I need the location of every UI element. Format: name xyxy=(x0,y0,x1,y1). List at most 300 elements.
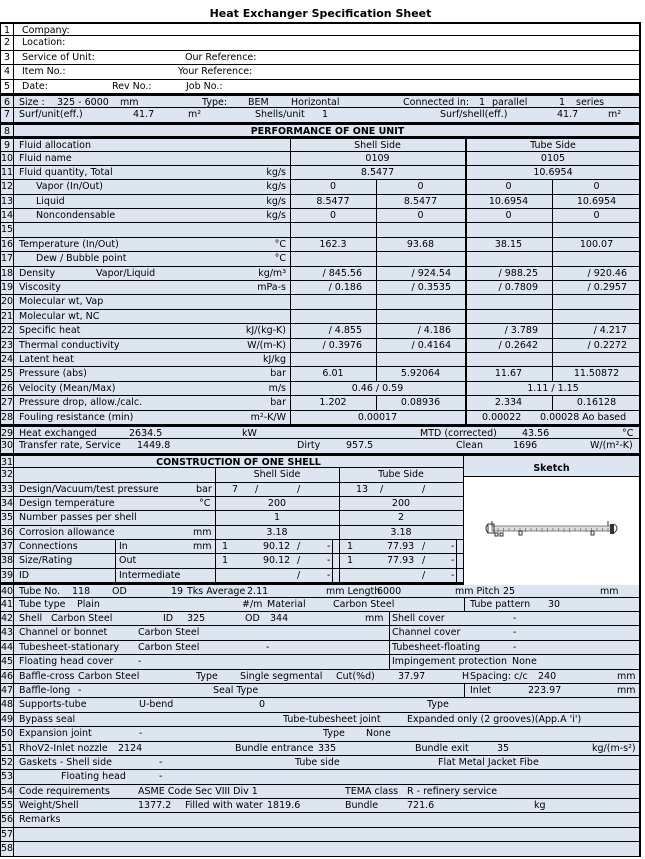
shell-side-header: Shell Side xyxy=(354,140,401,152)
field-text: kg/(m-s²) xyxy=(592,742,636,754)
sheet-row xyxy=(0,770,641,784)
location-label: Location: xyxy=(22,37,66,49)
sheet-row xyxy=(0,123,641,137)
value-cell: / 924.54 xyxy=(411,267,451,279)
row-number: 16 xyxy=(1,238,14,250)
value-cell: 0 xyxy=(329,210,337,222)
row-number: 2 xyxy=(0,36,14,49)
column-divider xyxy=(332,554,333,567)
slash: / xyxy=(422,541,426,553)
field-text: - xyxy=(513,627,517,639)
value-cell: 11.67 xyxy=(494,368,523,380)
column-divider xyxy=(290,310,291,323)
field-text: Inlet xyxy=(470,684,492,696)
sheet-row xyxy=(0,670,641,684)
field-text: None xyxy=(366,728,391,740)
conn-count: 1 xyxy=(222,555,229,567)
unit-bar: bar xyxy=(196,483,212,495)
slash: / xyxy=(297,569,301,581)
column-divider xyxy=(290,223,291,236)
value-cell: 5.92064 xyxy=(400,368,441,380)
field-text: Tubesheet-stationary xyxy=(19,641,120,653)
row-body xyxy=(14,152,641,165)
shell-value: 8.5477 xyxy=(360,166,395,178)
value-cell: / 988.25 xyxy=(498,267,538,279)
column-divider xyxy=(464,598,465,611)
value-cell: 8.5477 xyxy=(403,195,438,207)
sheet-row xyxy=(0,339,641,353)
row-number: 37 xyxy=(1,541,14,553)
sheet-row xyxy=(0,195,641,209)
row-number: 32 xyxy=(1,469,14,481)
column-divider xyxy=(552,252,553,265)
sheet-row xyxy=(0,223,641,237)
sheet-row xyxy=(0,108,641,122)
slash: / xyxy=(255,483,259,495)
column-divider xyxy=(465,252,467,265)
size-value: 325 - 6000 xyxy=(57,96,109,108)
field-text: 240 xyxy=(538,670,557,682)
tube-side-header: Tube Side xyxy=(530,140,576,152)
field-text: kg xyxy=(534,800,546,812)
row-label: Liquid xyxy=(36,195,65,207)
row-number: 26 xyxy=(1,382,14,394)
row-number: 43 xyxy=(1,627,14,639)
dash: - xyxy=(451,555,455,567)
field-text: Shell xyxy=(19,613,43,625)
field-text: OD xyxy=(112,586,127,598)
sheet-row xyxy=(0,51,641,65)
field-text: 30 xyxy=(548,598,561,610)
corrosion-shell: 3.18 xyxy=(266,526,288,538)
row-body xyxy=(14,310,641,323)
sheet-row xyxy=(0,813,641,827)
value-cell: 0 xyxy=(329,181,337,193)
field-text: TEMA class xyxy=(345,785,399,797)
tube-side-header: Tube Side xyxy=(378,469,424,481)
value-cell: 2.334 xyxy=(494,397,523,409)
design-temp-shell: 200 xyxy=(267,497,287,509)
row-body xyxy=(14,842,641,855)
sheet-row xyxy=(0,252,641,266)
field-text: Impingement protection xyxy=(392,656,508,668)
row-body xyxy=(14,727,641,740)
connection-type-label: Intermediate xyxy=(119,569,181,581)
field-text: None xyxy=(512,656,537,668)
column-divider xyxy=(215,483,216,496)
conn-count: 1 xyxy=(347,541,354,553)
row-body xyxy=(14,80,641,93)
field-text: 37.97 xyxy=(398,670,426,682)
performance-section-title: PERFORMANCE OF ONE UNIT xyxy=(250,125,405,137)
sheet-row xyxy=(0,382,641,396)
row-number: 45 xyxy=(1,656,14,668)
field-text: #/m xyxy=(242,598,263,610)
passes-tube: 2 xyxy=(397,512,405,524)
row-unit: kg/m³ xyxy=(258,267,286,279)
shell-value: 0.00017 xyxy=(357,411,398,423)
row-number: 8 xyxy=(0,125,14,136)
field-text: ASME Code Sec VIII Div 1 xyxy=(138,785,258,797)
column-divider xyxy=(456,569,457,582)
connections-label: ID xyxy=(19,569,30,581)
sheet-row xyxy=(0,612,641,626)
row-unit: bar xyxy=(270,368,286,380)
row-label: Specific heat xyxy=(19,325,81,337)
heat-exchanged-value: 2634.5 xyxy=(129,427,163,439)
column-divider xyxy=(215,554,216,567)
row-number: 11 xyxy=(1,166,14,178)
field-text: Tube pattern xyxy=(470,598,531,610)
field-text: Weight/Shell xyxy=(19,800,79,812)
passes-shell: 1 xyxy=(273,512,281,524)
row-number: 12 xyxy=(1,181,14,193)
sheet-row xyxy=(0,828,641,842)
field-text: Bundle entrance xyxy=(235,742,314,754)
value-cell: / 0.4164 xyxy=(411,339,451,351)
our-reference-label: Our Reference: xyxy=(185,51,257,63)
column-divider xyxy=(215,540,216,553)
row-body xyxy=(14,641,641,654)
sheet-row xyxy=(0,36,641,50)
row-label: Viscosity xyxy=(19,282,61,294)
row-label: Pressure (abs) xyxy=(19,368,87,380)
row-body xyxy=(14,195,641,208)
row-body xyxy=(14,51,641,64)
row-number: 31 xyxy=(1,456,14,468)
row-label: Molecular wt, NC xyxy=(19,310,100,322)
design-pressure-label: Design/Vacuum/test pressure xyxy=(19,483,159,495)
row-number: 44 xyxy=(1,641,14,653)
column-divider xyxy=(456,540,457,553)
type-value: BEM xyxy=(248,96,269,108)
row-body xyxy=(14,324,641,337)
shell-value: 0109 xyxy=(365,152,390,164)
field-text: Remarks xyxy=(19,814,61,826)
dash: - xyxy=(451,541,455,553)
value-cell: 100.07 xyxy=(579,238,614,250)
column-divider xyxy=(389,626,390,639)
column-divider xyxy=(376,252,377,265)
row-unit: m²-K/W xyxy=(250,411,286,423)
transfer-rate-label: Transfer rate, Service xyxy=(19,440,121,452)
row-number: 48 xyxy=(1,699,14,711)
design-temp-label: Design temperature xyxy=(19,497,115,509)
value-cell: 0.08936 xyxy=(400,397,441,409)
row-body xyxy=(14,742,641,755)
dirty-value: 957.5 xyxy=(346,440,374,452)
row-number: 21 xyxy=(1,310,14,322)
field-text: Filled with water xyxy=(185,800,263,812)
field-text: Cut(%d) xyxy=(336,670,375,682)
connections-label: Connections xyxy=(19,541,78,553)
row-unit: kg/s xyxy=(266,210,286,222)
row-body xyxy=(14,670,641,683)
surf-unit-label: Surf/unit(eff.) xyxy=(19,109,83,121)
field-text: Baffle-long xyxy=(19,684,71,696)
row-sublabel: Vapor/Liquid xyxy=(96,267,156,279)
column-divider xyxy=(290,353,291,366)
mtd-value: 43.56 xyxy=(522,427,550,439)
field-text: mm xyxy=(617,684,636,696)
row-body xyxy=(14,367,641,380)
row-number: 22 xyxy=(1,325,14,337)
tube-value: 1.11 / 1.15 xyxy=(527,382,579,394)
rev-label: Rev No.: xyxy=(112,80,152,92)
slash: / xyxy=(297,483,301,495)
row-body xyxy=(14,598,641,611)
row-body xyxy=(14,65,641,78)
row-body xyxy=(14,411,641,424)
field-text: Channel cover xyxy=(392,627,461,639)
clean-value: 1696 xyxy=(513,440,538,452)
row-label: Temperature (In/Out) xyxy=(19,238,119,250)
row-number: 10 xyxy=(1,152,14,164)
row-unit: mPa-s xyxy=(257,282,286,294)
sheet-row xyxy=(0,713,641,727)
field-text: Shell cover xyxy=(392,613,445,625)
sheet-row xyxy=(0,209,641,223)
field-text: Tks Average xyxy=(187,586,246,598)
sheet-row xyxy=(0,727,641,741)
row-number: 57 xyxy=(1,828,14,840)
row-body xyxy=(14,353,641,366)
field-text: Floating head cover xyxy=(19,656,114,668)
sheet-row xyxy=(0,80,641,94)
field-text: ID xyxy=(163,613,174,625)
row-label: Pressure drop, allow./calc. xyxy=(19,397,143,409)
field-text: Tubesheet-floating xyxy=(392,641,481,653)
series-label: series xyxy=(576,96,605,108)
column-divider xyxy=(115,569,116,582)
column-divider xyxy=(115,554,116,567)
value-cell: 0 xyxy=(417,210,424,222)
sheet-row xyxy=(0,65,641,79)
column-divider xyxy=(389,655,390,668)
mtd-unit: °C xyxy=(622,427,634,439)
field-text: 1377.2 xyxy=(138,800,172,812)
row-body xyxy=(14,180,641,193)
slash: / xyxy=(422,483,426,495)
value-cell: 0.16128 xyxy=(576,397,617,409)
tube-value: 10.6954 xyxy=(533,166,573,178)
row-number: 54 xyxy=(1,785,14,797)
value-cell: 10.6954 xyxy=(488,195,529,207)
row-number: 49 xyxy=(1,713,14,725)
sheet-row xyxy=(0,295,641,309)
row-number: 1 xyxy=(0,24,14,35)
value-cell: / 4.217 xyxy=(593,325,627,337)
sheet-row xyxy=(0,396,641,410)
value-cell: / 0.2642 xyxy=(498,339,538,351)
slash: / xyxy=(297,541,301,553)
row-number: 51 xyxy=(1,742,14,754)
row-number: 40 xyxy=(1,586,14,598)
value-cell: / 4.855 xyxy=(328,325,362,337)
row-label: Fluid quantity, Total xyxy=(19,166,113,178)
row-label: Molecular wt, Vap xyxy=(19,296,104,308)
row-number: 46 xyxy=(1,670,14,682)
row-body xyxy=(14,209,641,222)
slash: / xyxy=(422,555,426,567)
row-number: 34 xyxy=(1,497,14,509)
row-unit: kJ/(kg-K) xyxy=(245,325,286,337)
row-number: 24 xyxy=(1,353,14,365)
sheet-row xyxy=(0,166,641,180)
row-body xyxy=(14,36,641,49)
tube-value-a: 0.00022 xyxy=(482,411,522,423)
row-number: 50 xyxy=(1,728,14,740)
row-number: 33 xyxy=(1,483,14,495)
field-text: Material xyxy=(267,598,306,610)
field-text: U-bend xyxy=(139,699,174,711)
row-label: Thermal conductivity xyxy=(19,339,120,351)
row-body xyxy=(14,756,641,769)
tube-value-b: 0.00028 Ao based xyxy=(540,411,627,423)
field-text: Bundle xyxy=(345,800,379,812)
value-cell: 6.01 xyxy=(322,368,344,380)
heat-exchanged-label: Heat exchanged xyxy=(19,427,97,439)
value-cell: / 0.186 xyxy=(328,282,362,294)
sheet-row xyxy=(0,367,641,381)
sketch-label: Sketch xyxy=(464,462,639,477)
column-divider xyxy=(389,641,390,654)
column-divider xyxy=(465,310,467,323)
field-text: mm Pitch xyxy=(455,586,500,598)
row-number: 3 xyxy=(0,51,14,64)
sheet-row xyxy=(0,742,641,756)
row-unit: kJ/kg xyxy=(262,353,286,365)
unit-m2: m² xyxy=(608,109,622,121)
job-label: Job No.: xyxy=(186,80,223,92)
row-unit: kg/s xyxy=(266,166,286,178)
dirty-label: Dirty xyxy=(297,440,321,452)
field-text: Type xyxy=(323,728,345,740)
column-divider xyxy=(339,483,340,496)
conn-size: 90.12 xyxy=(263,541,291,553)
row-number: 38 xyxy=(1,555,14,567)
field-text: 344 xyxy=(270,613,289,625)
field-text: - xyxy=(159,771,163,783)
row-label: Noncondensable xyxy=(36,210,116,222)
row-unit: kg/s xyxy=(266,181,286,193)
field-text: 118 xyxy=(72,586,91,598)
field-text: 25 xyxy=(503,586,516,598)
column-divider xyxy=(552,295,553,308)
row-number: 56 xyxy=(1,814,14,826)
sheet-row xyxy=(0,842,641,856)
sheet-row xyxy=(0,137,641,151)
row-number: 58 xyxy=(1,843,14,855)
row-number: 7 xyxy=(0,108,14,121)
row-number: 28 xyxy=(1,411,14,423)
sheet-row xyxy=(0,353,641,367)
column-divider xyxy=(552,353,553,366)
row-label: Vapor (In/Out) xyxy=(36,181,104,193)
sheet-row xyxy=(0,785,641,799)
field-text: Plain xyxy=(77,598,100,610)
column-divider xyxy=(376,353,377,366)
row-body xyxy=(14,252,641,265)
row-number: 41 xyxy=(1,598,14,610)
row-unit: m/s xyxy=(268,382,286,394)
value-cell: 0 xyxy=(417,181,424,193)
construction-section-title: CONSTRUCTION OF ONE SHELL xyxy=(156,456,321,468)
column-divider xyxy=(290,252,291,265)
field-text: - xyxy=(139,728,143,740)
value-cell: / 845.56 xyxy=(322,267,362,279)
column-divider xyxy=(465,223,467,236)
field-text: - xyxy=(159,756,163,768)
field-text: Single segmental xyxy=(240,670,323,682)
row-number: 23 xyxy=(1,339,14,351)
field-text: Seal Type xyxy=(213,684,259,696)
column-divider xyxy=(465,353,467,366)
field-text: 0 xyxy=(259,699,266,711)
row-label: Fluid allocation xyxy=(19,140,91,152)
sheet-row xyxy=(0,425,641,439)
row-unit: kg/s xyxy=(266,195,286,207)
row-number: 52 xyxy=(1,756,14,768)
row-body xyxy=(14,24,641,35)
value-cell: 38.15 xyxy=(494,238,523,250)
connected-label: Connected in: xyxy=(403,96,470,108)
value-cell: / 0.2272 xyxy=(587,339,627,351)
row-number: 25 xyxy=(1,368,14,380)
design-temp-tube: 200 xyxy=(391,497,411,509)
dash: - xyxy=(327,541,331,553)
slash: / xyxy=(422,569,426,581)
sheet-row xyxy=(0,698,641,712)
shell-side-header: Shell Side xyxy=(253,469,301,481)
field-text: 2.11 xyxy=(247,586,269,598)
slash: / xyxy=(297,555,301,567)
row-body xyxy=(14,166,641,179)
parallel-label: parallel xyxy=(492,96,528,108)
field-text: Carbon Steel xyxy=(333,598,395,610)
column-divider xyxy=(376,223,377,236)
row-number: 27 xyxy=(1,397,14,409)
column-divider xyxy=(465,411,467,424)
orientation-value: Horizontal xyxy=(291,96,340,108)
sheet-row xyxy=(0,94,641,108)
value-cell: / 0.7809 xyxy=(498,282,538,294)
row-body xyxy=(14,813,641,826)
sheet-row xyxy=(0,310,641,324)
field-text: Tube side xyxy=(295,756,340,768)
row-body xyxy=(14,770,641,783)
service-label: Service of Unit: xyxy=(22,51,95,63)
sheet-row xyxy=(0,799,641,813)
row-number: 5 xyxy=(0,80,14,93)
column-divider xyxy=(215,569,216,582)
tube-value: 0105 xyxy=(540,152,566,164)
field-text: Tube No. xyxy=(19,586,61,598)
value-cell: 8.5477 xyxy=(316,195,350,207)
column-divider xyxy=(332,569,333,582)
corrosion-label: Corrosion allowance xyxy=(19,526,115,538)
sheet-row xyxy=(0,598,641,612)
row-number: 4 xyxy=(0,65,14,78)
row-unit: °C xyxy=(274,253,286,265)
field-text: 325 xyxy=(187,613,206,625)
column-divider xyxy=(290,295,291,308)
connection-type-label: In xyxy=(119,541,128,553)
row-body xyxy=(14,799,641,812)
sheet-row xyxy=(0,281,641,295)
row-body xyxy=(14,281,641,294)
value-cell: / 0.2957 xyxy=(587,282,627,294)
